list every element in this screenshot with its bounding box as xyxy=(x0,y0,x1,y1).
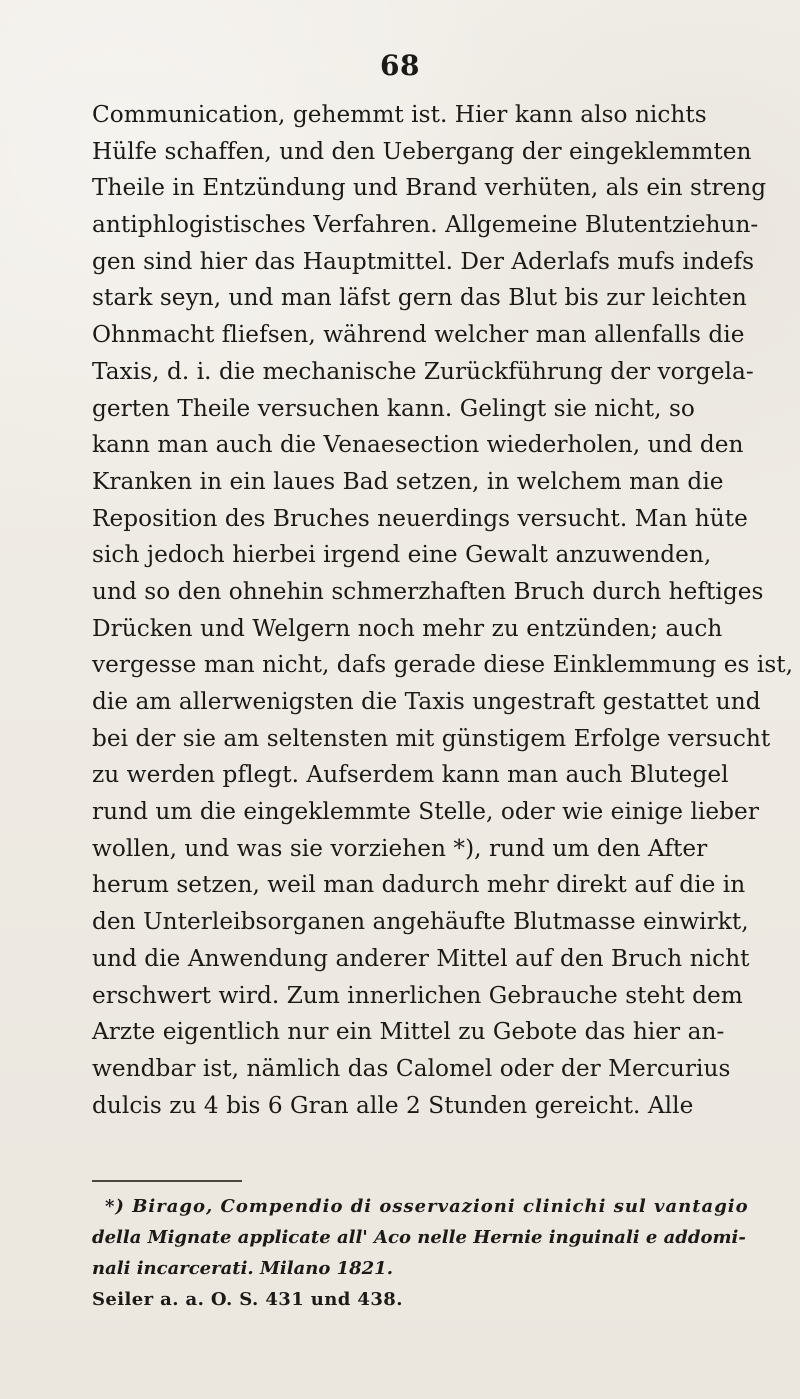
body-line: antiphlogistisches Verfahren. Allgemeine Blutentziehun- xyxy=(92,211,759,239)
footnote-divider xyxy=(92,1180,242,1182)
body-line: zu werden pflegt. Aufserdem kann man auch Blutegel xyxy=(92,761,729,789)
body-line: vergesse man nicht, dafs gerade diese Einklemmung es ist, xyxy=(92,651,794,679)
body-line: die am allerwenigsten die Taxis ungestraft gestattet und xyxy=(92,688,761,715)
body-line: kann man auch die Venaesection wiederholen, und den xyxy=(92,431,744,459)
body-line: bei der sie am seltensten mit günstigem Erfolge versucht xyxy=(92,724,771,752)
body-line: Taxis, d. i. die mechanische Zurückführung der vorgela- xyxy=(92,357,754,385)
footnote-block xyxy=(92,1191,782,1315)
body-line: dulcis zu 4 bis 6 Gran alle 2 Stunden gereicht. Alle xyxy=(92,1091,694,1119)
body-line: Theile in Entzündung und Brand verhüten, als ein streng xyxy=(92,174,767,202)
body-line: gen sind hier das Hauptmittel. Der Aderlafs mufs indefs xyxy=(92,247,755,275)
body-line: Arzte eigentlich nur ein Mittel zu Gebote das hier an- xyxy=(92,1018,725,1046)
footnote-line: *) Birago, Compendio di osservazioni clinichi sul vantagio xyxy=(105,1196,749,1217)
body-line: wendbar ist, nämlich das Calomel oder der Mercurius xyxy=(92,1054,731,1082)
body-line: Drücken und Welgern noch mehr zu entzünden; auch xyxy=(92,614,723,642)
body-line: rund um die eingeklemmte Stelle, oder wie einige lieber xyxy=(92,798,759,826)
body-line: Reposition des Bruches neuerdings versucht. Man hüte xyxy=(92,504,748,532)
footnote-line: della Mignate applicate all' Aco nelle Hernie inguinali e addomi- xyxy=(92,1227,746,1248)
body-line: Hülfe schaffen, und den Uebergang der eingeklemmten xyxy=(92,137,752,165)
body-line: Kranken in ein laues Bad setzen, in welchem man die xyxy=(92,467,724,495)
body-line: sich jedoch hierbei irgend eine Gewalt anzuwenden, xyxy=(92,541,712,569)
body-line: stark seyn, und man läfst gern das Blut bis zur leichten xyxy=(92,284,747,312)
page-number: 68 xyxy=(380,49,420,82)
body-line: erschwert wird. Zum innerlichen Gebrauche steht dem xyxy=(92,981,743,1009)
body-line: Ohnmacht fliefsen, während welcher man allenfalls die xyxy=(92,321,745,349)
body-line: herum setzen, weil man dadurch mehr direkt auf die in xyxy=(92,871,746,899)
body-line: wollen, und was sie vorziehen *), rund um den After xyxy=(92,834,708,862)
body-line: Communication, gehemmt ist. Hier kann also nichts xyxy=(92,101,707,128)
body-line: den Unterleibsorganen angehäufte Blutmasse einwirkt, xyxy=(92,908,749,936)
footnote-line: Seiler a. a. O. S. 431 und 438. xyxy=(92,1289,403,1310)
body-line: und so den ohnehin schmerzhaften Bruch durch heftiges xyxy=(92,577,764,605)
main-text-block xyxy=(92,97,794,1124)
body-line: und die Anwendung anderer Mittel auf den Bruch nicht xyxy=(92,944,750,972)
footnote-line: nali incarcerati. Milano 1821. xyxy=(92,1258,393,1279)
body-line: gerten Theile versuchen kann. Gelingt sie nicht, so xyxy=(92,394,695,422)
